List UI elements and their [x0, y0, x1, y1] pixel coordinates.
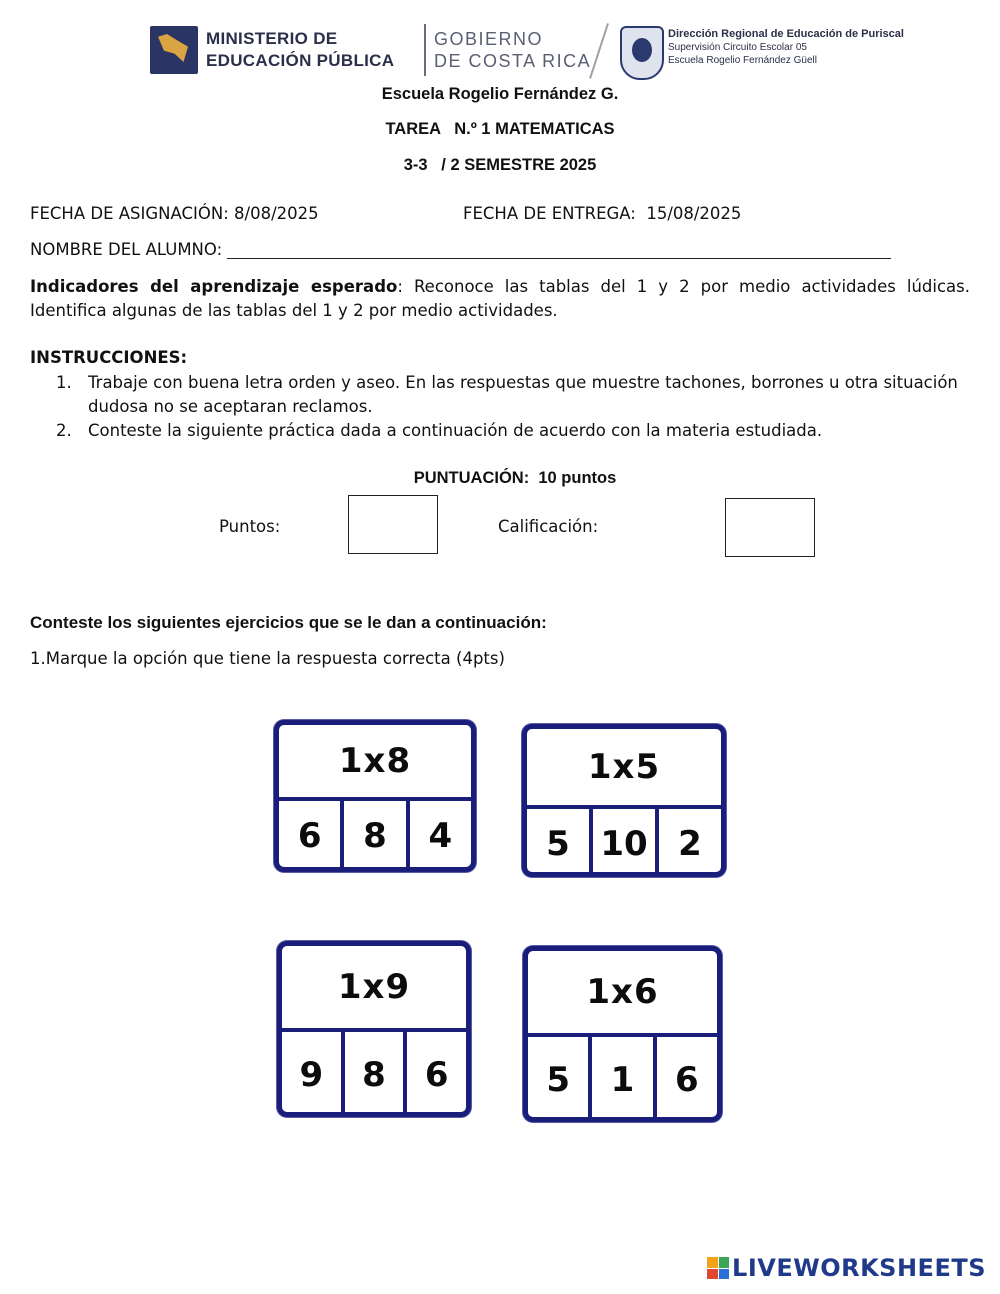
card-expression: 1x9 — [282, 946, 466, 1032]
dir-line-2: Supervisión Circuito Escolar 05 — [668, 42, 807, 53]
grade-label: Calificación: — [498, 517, 599, 536]
score-title: PUNTUACIÓN: 10 puntos — [413, 469, 617, 487]
student-name-field[interactable] — [227, 240, 891, 259]
group-title: 3-3 / 2 SEMESTRE 2025 — [403, 156, 597, 174]
multiplication-card — [523, 946, 722, 1122]
card-expression: 1x8 — [279, 725, 471, 801]
answer-option[interactable]: 2 — [678, 824, 702, 864]
student-name-row — [30, 240, 891, 259]
indicators-text: : Reconoce las tablas del 1 y 2 por medio actividades lúdicas. Identifica algunas de las tablas del 1 y 2 por medio actividades. — [30, 277, 970, 320]
student-name-label: NOMBRE DEL ALUMNO: — [30, 240, 223, 259]
header-divider — [424, 24, 426, 76]
header-slash — [589, 23, 609, 79]
assignment-date: FECHA DE ASIGNACIÓN: 8/08/2025 — [30, 204, 319, 223]
ministry-line-2: EDUCACIÓN PÚBLICA — [206, 51, 395, 70]
answer-option[interactable]: 4 — [428, 816, 453, 856]
multiplication-card — [274, 720, 476, 872]
answer-option[interactable]: 6 — [279, 801, 344, 871]
school-crest-icon — [620, 26, 664, 80]
liveworksheets-logo — [707, 1254, 986, 1282]
brand-text: LIVEWORKSHEETS — [732, 1254, 986, 1282]
regional-direction-text — [668, 28, 904, 67]
instruction-text: Conteste la siguiente práctica dada a continuación de acuerdo con la materia estudiada. — [88, 421, 823, 440]
dir-line-1: Dirección Regional de Educación de Puriscal — [668, 28, 904, 40]
answer-option[interactable]: 10 — [593, 809, 659, 877]
answer-option[interactable]: 8 — [345, 1032, 408, 1117]
answer-option[interactable]: 1 — [592, 1037, 656, 1122]
question-1: 1.Marque la opción que tiene la respuesta correcta (4pts) — [30, 649, 505, 668]
card-expression: 1x5 — [527, 729, 721, 809]
instructions-list — [56, 371, 966, 443]
card-options — [279, 801, 471, 871]
costa-rica-map-logo — [150, 26, 198, 74]
task-title: TAREA N.º 1 MATEMATICAS — [385, 120, 615, 138]
ministry-logo-text — [206, 28, 394, 72]
card-options — [527, 809, 721, 877]
instruction-text: Trabaje con buena letra orden y aseo. En las respuestas que muestre tachones, borrones u otra situación dudosa no se aceptaran reclamos. — [88, 373, 958, 416]
card-options — [528, 1037, 717, 1122]
liveworksheets-icon — [707, 1257, 729, 1279]
instruction-item — [56, 371, 966, 419]
answer-option[interactable]: 9 — [282, 1032, 345, 1117]
instruction-number: 1. — [56, 373, 72, 392]
due-date: FECHA DE ENTREGA: 15/08/2025 — [463, 204, 742, 223]
points-box[interactable] — [348, 495, 438, 554]
instruction-item — [56, 419, 966, 443]
answer-option[interactable]: 5 — [527, 809, 593, 877]
section-title: Conteste los siguientes ejercicios que se le dan a continuación: — [30, 613, 547, 632]
instruction-number: 2. — [56, 421, 72, 440]
answer-option[interactable]: 6 — [424, 1054, 449, 1095]
gov-line-1: GOBIERNO — [434, 29, 544, 49]
learning-indicators — [30, 275, 970, 323]
card-options — [282, 1032, 466, 1117]
ministry-line-1: MINISTERIO DE — [206, 29, 338, 48]
answer-option[interactable]: 5 — [528, 1037, 592, 1122]
dir-line-3: Escuela Rogelio Fernández Güell — [668, 55, 817, 66]
multiplication-card — [277, 941, 471, 1117]
card-expression: 1x6 — [528, 951, 717, 1037]
government-logo-text — [434, 28, 591, 72]
school-title: Escuela Rogelio Fernández G. — [381, 85, 619, 103]
grade-box[interactable] — [725, 498, 815, 557]
instructions-title: INSTRUCCIONES: — [30, 348, 188, 367]
multiplication-card — [522, 724, 726, 877]
points-label: Puntos: — [219, 517, 281, 536]
answer-option[interactable]: 6 — [674, 1059, 699, 1100]
gov-line-2: DE COSTA RICA — [434, 51, 592, 71]
indicators-label: Indicadores del aprendizaje esperado — [30, 277, 398, 296]
answer-option[interactable]: 8 — [344, 801, 409, 871]
